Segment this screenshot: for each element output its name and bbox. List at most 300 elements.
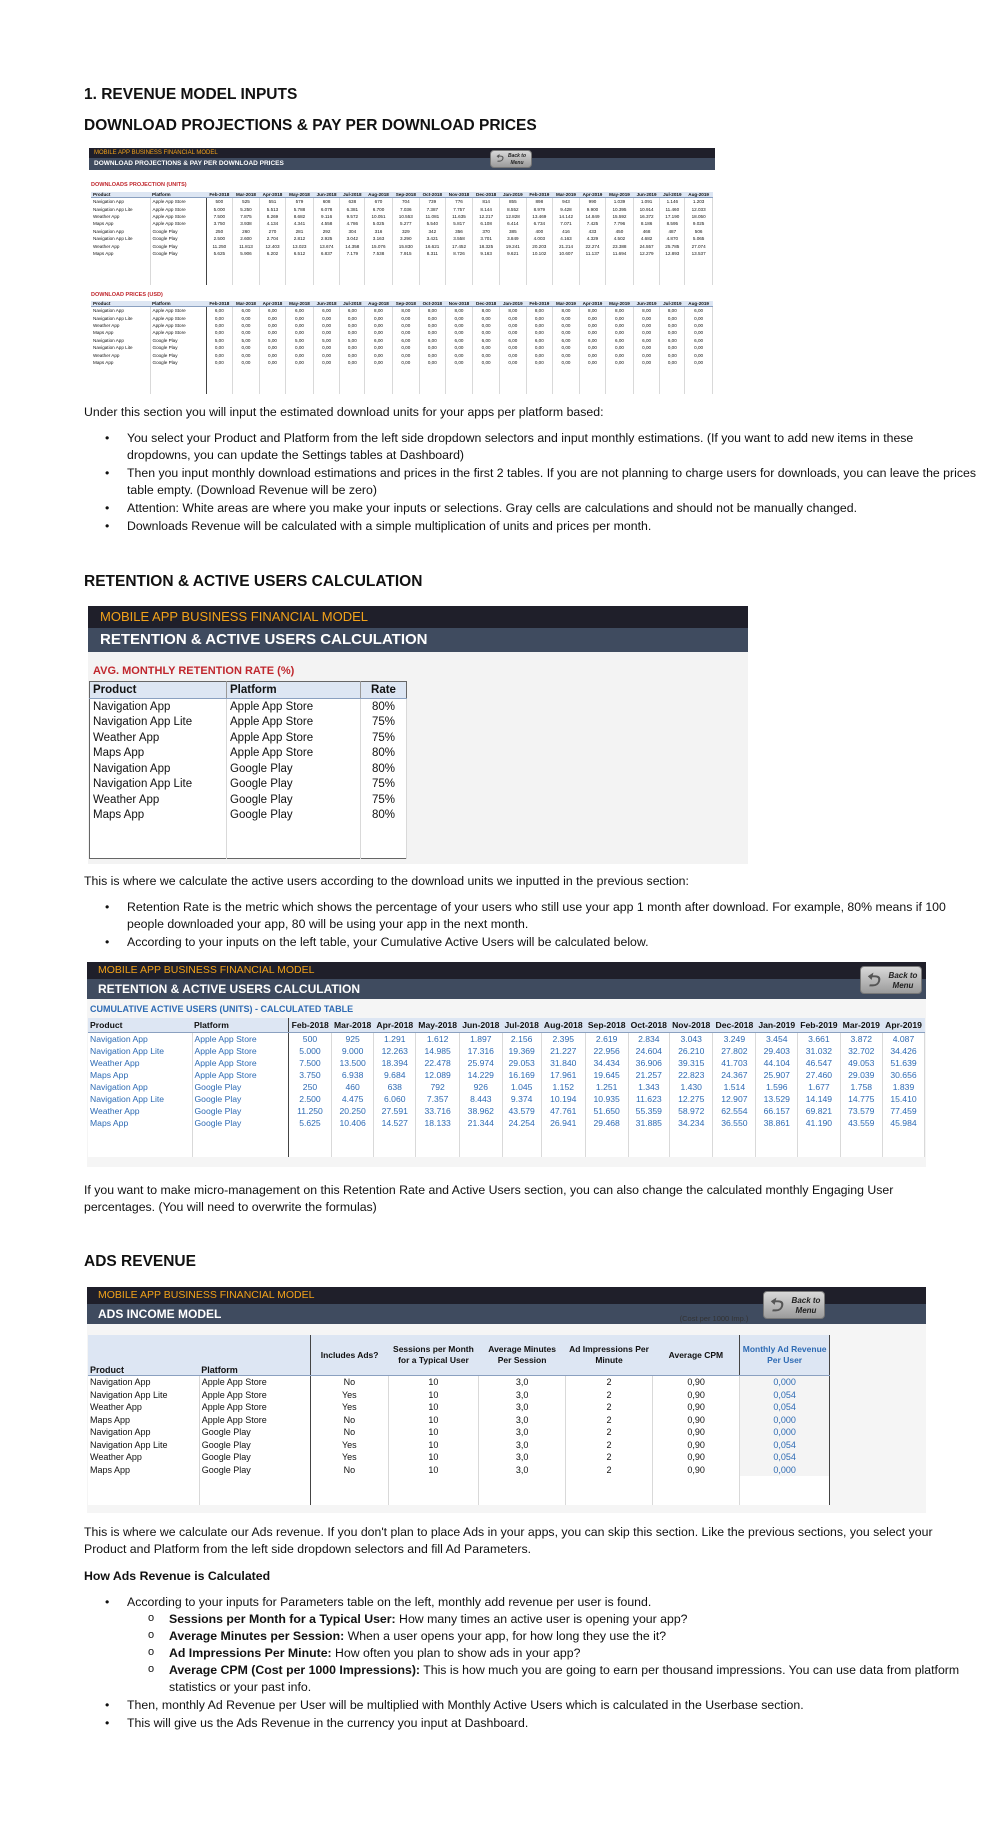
empty-cell	[313, 257, 340, 266]
cell-value: 0,00	[392, 329, 419, 336]
cell-platform: Apple App Store	[150, 205, 206, 212]
empty-cell	[502, 1129, 541, 1143]
cell-value: 6.414	[500, 220, 526, 227]
cell-value: 6,00	[340, 307, 365, 315]
empty-cell	[150, 376, 206, 385]
cell-platform: Google Play	[192, 1117, 289, 1129]
cell-product: Navigation App	[88, 1081, 192, 1093]
cell-value: 6.734	[526, 220, 553, 227]
empty-cell	[500, 276, 526, 285]
cell-platform: Apple App Store	[199, 1389, 310, 1402]
col-header-param: Ad Impressions Per Minute	[565, 1335, 652, 1376]
cell-value: 6,00	[685, 337, 713, 344]
cell-value: 12.263	[374, 1045, 416, 1057]
cell-value: 5.000	[289, 1045, 332, 1057]
cell-value: 416	[553, 228, 580, 235]
cell-value: 0,00	[286, 329, 314, 336]
cell-platform: Google Play	[199, 1464, 310, 1477]
cell-platform: Apple App Store	[150, 213, 206, 220]
empty-cell	[392, 276, 419, 285]
cell-value: 5,00	[259, 337, 285, 344]
cell-value: 6.078	[313, 205, 340, 212]
table-row	[91, 359, 713, 366]
cell-value: 6,00	[553, 337, 580, 344]
cell-value: 7.387	[419, 205, 445, 212]
cell-value: 356	[445, 228, 472, 235]
empty-cell	[840, 1129, 882, 1143]
cell-product: Navigation App Lite	[90, 715, 227, 731]
cell-value: 2.156	[502, 1033, 541, 1046]
table-row	[91, 307, 713, 315]
cell-value: 12.275	[670, 1093, 713, 1105]
cell-value: 814	[473, 198, 500, 206]
cell-value: 30.656	[883, 1069, 925, 1081]
cell-value: 10	[388, 1451, 479, 1464]
empty-cell	[206, 366, 233, 375]
cell-product: Weather App	[91, 322, 150, 329]
empty-cell	[685, 376, 713, 385]
col-header-month: Nov-2018	[445, 301, 472, 307]
empty-cell	[233, 276, 260, 285]
cell-value: 10.102	[526, 250, 553, 257]
empty-cell	[340, 385, 365, 394]
cell-value: 21.257	[628, 1069, 669, 1081]
cell-platform: Apple App Store	[227, 746, 361, 762]
table-row	[91, 235, 713, 242]
cell-value: 7.500	[289, 1057, 332, 1069]
cell-product: Navigation App	[90, 761, 227, 777]
col-header-month: Feb-2019	[798, 1018, 840, 1033]
table-row	[88, 1439, 830, 1452]
empty-row	[91, 366, 713, 375]
cell-value: 855	[500, 198, 526, 206]
cell-value: 3.042	[340, 235, 365, 242]
table-row	[91, 220, 713, 227]
table-row	[91, 228, 713, 235]
cell-value: 8,00	[526, 307, 553, 315]
empty-cell	[361, 841, 407, 859]
empty-cell	[670, 1129, 713, 1143]
cell-value: 0,00	[340, 344, 365, 351]
retention-bullet: • According to your inputs on the left table, your Cumulative Active Users will be calculated below.	[127, 934, 977, 951]
empty-cell	[313, 276, 340, 285]
empty-cell	[331, 1129, 373, 1143]
cell-value: 0,00	[365, 322, 393, 329]
cell-value: 3,0	[479, 1401, 566, 1414]
cell-platform: Google Play	[192, 1105, 289, 1117]
table-row	[90, 746, 407, 762]
empty-cell	[259, 257, 285, 266]
empty-cell	[685, 366, 713, 375]
cell-value: 36.550	[713, 1117, 756, 1129]
empty-cell	[365, 267, 393, 276]
cell-value: 6.060	[374, 1093, 416, 1105]
cell-value: Yes	[311, 1389, 388, 1402]
cell-platform: Apple App Store	[150, 307, 206, 315]
cell-value: 0,00	[500, 314, 526, 321]
empty-cell	[526, 376, 553, 385]
cell-value: 6.700	[365, 205, 393, 212]
cell-value: 3.750	[206, 220, 233, 227]
cell-value: 0,90	[653, 1401, 740, 1414]
cell-value: 10.935	[585, 1093, 628, 1105]
empty-cell	[526, 366, 553, 375]
empty-cell	[660, 385, 685, 394]
table-row	[91, 344, 713, 351]
cell-value: 3.290	[392, 235, 419, 242]
empty-cell	[445, 385, 472, 394]
cell-value: 3,0	[479, 1439, 566, 1452]
cell-value: 0,00	[579, 314, 605, 321]
back-to-menu-button[interactable]	[860, 966, 922, 994]
cell-value: 7.796	[606, 220, 634, 227]
cell-value: 3.421	[419, 235, 445, 242]
col-header-month: Aug-2018	[365, 192, 393, 198]
retention-bullet: • Retention Rate is the metric which shows the percentage of your users who still use your app 1 month after download. For example, 80% means if 100 people downloaded your app, 80 will be using your app in the next month.	[127, 899, 977, 933]
cell-value: 0,00	[419, 329, 445, 336]
empty-cell	[365, 257, 393, 266]
cell-value: 22.274	[579, 242, 605, 249]
cell-platform: Google Play	[150, 242, 206, 249]
empty-cell	[419, 376, 445, 385]
col-header-month: Jan-2019	[500, 301, 526, 307]
downloads-projection-title: DOWNLOADS PROJECTION (UNITS)	[91, 182, 187, 188]
cell-value: 0,00	[445, 314, 472, 321]
cell-value: 638	[374, 1081, 416, 1093]
empty-cell	[606, 257, 634, 266]
cell-value: 11.623	[628, 1093, 669, 1105]
cell-value: 0,00	[392, 344, 419, 351]
cell-value: 5.250	[233, 205, 260, 212]
cell-value: 990	[579, 198, 605, 206]
cell-value: 2.600	[233, 235, 260, 242]
cell-value: 27.460	[798, 1069, 840, 1081]
cell-value: 0,00	[259, 344, 285, 351]
col-header-month: May-2018	[416, 1018, 460, 1033]
cell-value: 9.163	[473, 250, 500, 257]
cell-value: 43.559	[840, 1117, 882, 1129]
cell-value: 12.279	[633, 250, 660, 257]
empty-cell	[633, 376, 660, 385]
col-header-month: Mar-2019	[840, 1018, 882, 1033]
empty-cell	[500, 267, 526, 276]
cell-platform: Apple App Store	[192, 1057, 289, 1069]
cell-value: 0,00	[553, 359, 580, 366]
cell-value: 0,00	[633, 314, 660, 321]
cell-value: 10.395	[606, 205, 634, 212]
col-header-month: Apr-2018	[259, 192, 285, 198]
empty-cell	[473, 257, 500, 266]
cell-value: 0,00	[259, 314, 285, 321]
cell-value: 943	[553, 198, 580, 206]
cell-value: 6.381	[340, 205, 365, 212]
cell-value: 7.357	[416, 1093, 460, 1105]
cell-value: 7.071	[553, 220, 580, 227]
cell-value: 0,00	[633, 329, 660, 336]
retention-rate-table	[89, 681, 407, 859]
cell-value: 8,00	[419, 307, 445, 315]
empty-cell	[579, 276, 605, 285]
sub-bullet-text: How often you plan to show ads in your app?	[331, 1646, 581, 1660]
cell-value: 20.250	[331, 1105, 373, 1117]
col-header-month: Jan-2019	[500, 192, 526, 198]
cell-product: Navigation App Lite	[88, 1093, 192, 1105]
cell-value: 670	[365, 198, 393, 206]
cell-value: 10	[388, 1401, 479, 1414]
cell-value: 6,00	[233, 307, 260, 315]
empty-cell	[660, 376, 685, 385]
cell-value: 2.500	[206, 235, 233, 242]
cell-value: 4.502	[606, 235, 634, 242]
retention-intro-text: This is where we calculate the active users according to the download units we inputted in the previous section:	[84, 874, 689, 888]
cell-value: 0,00	[445, 322, 472, 329]
cell-value: 11.137	[579, 250, 605, 257]
cell-value: 2.500	[289, 1093, 332, 1105]
cell-platform: Apple App Store	[150, 329, 206, 336]
cell-value: 8.269	[259, 213, 285, 220]
back-to-menu-button[interactable]	[763, 1291, 825, 1319]
empty-cell	[633, 257, 660, 266]
table-row	[88, 1093, 925, 1105]
cell-value: 62.554	[713, 1105, 756, 1117]
cell-platform: Google Play	[150, 228, 206, 235]
col-header-month: Apr-2019	[579, 301, 605, 307]
col-header-param: Average Minutes Per Session	[479, 1335, 566, 1376]
cell-product: Navigation App	[90, 699, 227, 715]
cell-value: 24.604	[628, 1045, 669, 1057]
cell-value: 0,00	[392, 322, 419, 329]
cell-value: 8.311	[419, 250, 445, 257]
cell-product: Navigation App	[91, 337, 150, 344]
cell-value: 0,00	[313, 322, 340, 329]
empty-cell	[392, 376, 419, 385]
empty-cell	[553, 276, 580, 285]
table-row	[91, 213, 713, 220]
cell-value: 3.249	[713, 1033, 756, 1046]
cell-product: Navigation App	[88, 1376, 199, 1389]
cell-value: 8,00	[365, 307, 393, 315]
cell-value: 281	[286, 228, 314, 235]
cell-value: 31.840	[541, 1057, 585, 1069]
empty-cell	[633, 267, 660, 276]
empty-cell	[199, 1491, 310, 1506]
cell-value: 3.938	[233, 220, 260, 227]
cell-value: 0,00	[473, 351, 500, 358]
cell-value: 24.557	[633, 242, 660, 249]
col-header-month: Aug-2019	[685, 192, 713, 198]
empty-cell	[392, 385, 419, 394]
cell-value: 370	[473, 228, 500, 235]
cell-value: 0,00	[606, 329, 634, 336]
empty-cell	[416, 1129, 460, 1143]
cell-value: 6,00	[660, 337, 685, 344]
cell-value: 342	[419, 228, 445, 235]
empty-cell	[883, 1143, 925, 1157]
empty-cell	[150, 257, 206, 266]
empty-cell	[473, 366, 500, 375]
cell-value: 10.406	[331, 1117, 373, 1129]
empty-cell	[233, 267, 260, 276]
cell-value: 0,00	[233, 351, 260, 358]
cell-value: 9.025	[685, 220, 713, 227]
col-header-platform: Platform	[227, 682, 361, 699]
empty-cell	[331, 1143, 373, 1157]
sub-bullet-key: Ad Impressions Per Minute:	[169, 1646, 332, 1660]
cell-product: Weather App	[88, 1057, 192, 1069]
cell-value: 0,00	[606, 359, 634, 366]
empty-cell	[374, 1129, 416, 1143]
cell-value: 1.343	[628, 1081, 669, 1093]
cell-value: 14.229	[460, 1069, 502, 1081]
cell-value: 27.074	[685, 242, 713, 249]
table-row	[88, 1451, 830, 1464]
cell-value: 0,00	[633, 359, 660, 366]
cell-value: 0,00	[340, 329, 365, 336]
cell-product: Weather App	[90, 792, 227, 808]
cell-value: 7.179	[340, 250, 365, 257]
empty-cell	[365, 276, 393, 285]
back-to-menu-button[interactable]	[490, 150, 532, 168]
cell-value: 20.203	[526, 242, 553, 249]
cell-value: 1.291	[374, 1033, 416, 1046]
empty-cell	[416, 1143, 460, 1157]
cell-value: 0,00	[660, 351, 685, 358]
cell-value: 4.475	[331, 1093, 373, 1105]
ads-bullet-text: According to your inputs for Parameters table on the left, monthly add revenue per user is found.	[127, 1595, 652, 1609]
cell-value: 5,00	[233, 337, 260, 344]
cell-value: 29.053	[502, 1057, 541, 1069]
empty-cell	[206, 257, 233, 266]
cell-value: 4.329	[579, 235, 605, 242]
cell-value: 14.358	[340, 242, 365, 249]
cell-platform: Apple App Store	[150, 322, 206, 329]
cell-value: 11.635	[445, 213, 472, 220]
cell-value: 47.761	[541, 1105, 585, 1117]
cell-value: 9.684	[374, 1069, 416, 1081]
cell-value: 12.089	[416, 1069, 460, 1081]
cell-value: 5.625	[206, 250, 233, 257]
table-row	[91, 205, 713, 212]
empty-cell	[628, 1143, 669, 1157]
cell-value: No	[311, 1426, 388, 1439]
cell-value: 0,00	[660, 322, 685, 329]
cell-value: 400	[526, 228, 553, 235]
table-row	[91, 329, 713, 336]
cell-value: 6,00	[206, 307, 233, 315]
cell-value: 0,054	[740, 1389, 830, 1402]
cell-value: 608	[313, 198, 340, 206]
col-header-product: Product	[88, 1018, 192, 1033]
col-header-month: Apr-2019	[579, 192, 605, 198]
empty-cell	[91, 376, 150, 385]
empty-cell	[653, 1491, 740, 1506]
col-header-month: Mar-2018	[233, 192, 260, 198]
cell-product: Navigation App Lite	[88, 1439, 199, 1452]
cell-product: Weather App	[88, 1105, 192, 1117]
retention-bullets	[84, 899, 977, 952]
empty-cell	[340, 267, 365, 276]
cell-value: 25.785	[660, 242, 685, 249]
cell-value: 0,00	[473, 344, 500, 351]
sub-bullet-key: Average CPM (Cost per 1000 Impressions):	[169, 1663, 421, 1677]
cell-value: 6,00	[365, 337, 393, 344]
cell-value: 0,00	[579, 322, 605, 329]
cell-product: Weather App	[91, 351, 150, 358]
cell-value: 0,00	[419, 344, 445, 351]
empty-cell	[233, 376, 260, 385]
cell-value: 6.512	[286, 250, 314, 257]
cell-value: 1.045	[502, 1081, 541, 1093]
table-row	[90, 777, 407, 793]
table-row	[91, 314, 713, 321]
empty-cell	[585, 1129, 628, 1143]
cell-value: 21.344	[460, 1117, 502, 1129]
cell-value: 0,00	[340, 322, 365, 329]
cell-value: 8,00	[473, 307, 500, 315]
cell-value: 4.003	[526, 235, 553, 242]
cell-value: 0,000	[740, 1426, 830, 1439]
cell-value: 0,00	[685, 322, 713, 329]
cell-value: 19.241	[500, 242, 526, 249]
empty-cell	[91, 276, 150, 285]
cell-value: 24.254	[502, 1117, 541, 1129]
cell-value: 0,00	[553, 322, 580, 329]
col-header-month: Dec-2018	[473, 192, 500, 198]
empty-cell	[311, 1491, 388, 1506]
empty-cell	[633, 385, 660, 394]
empty-cell	[90, 823, 227, 841]
cell-value: 0,00	[579, 359, 605, 366]
table-row	[88, 1081, 925, 1093]
cell-value: 34.234	[670, 1117, 713, 1129]
cell-value: 10	[388, 1376, 479, 1389]
cell-value: Yes	[311, 1451, 388, 1464]
cell-value: 27.802	[713, 1045, 756, 1057]
cell-value: 3.163	[365, 235, 393, 242]
cumulative-users-table	[88, 1018, 925, 1157]
cell-value: 41.190	[798, 1117, 840, 1129]
cell-value: 8,00	[579, 307, 605, 315]
cell-value: 0,00	[685, 359, 713, 366]
cell-value: 4.786	[340, 220, 365, 227]
empty-cell	[445, 376, 472, 385]
heading-download-projections: DOWNLOAD PROJECTIONS & PAY PER DOWNLOAD PRICES	[84, 117, 537, 134]
empty-cell	[150, 366, 206, 375]
cell-value: 25.907	[756, 1069, 798, 1081]
cell-value: 0,054	[740, 1401, 830, 1414]
downloads-bullet: • Then you input monthly download estimations and prices in the first 2 tables. If you are not planning to charge users for downloads, you can leave the prices table empty. (Download Revenue will be zero)	[127, 465, 977, 499]
cell-rate: 80%	[361, 699, 407, 715]
cell-value: 38.962	[460, 1105, 502, 1117]
empty-cell	[606, 276, 634, 285]
col-header-platform: Platform	[192, 1018, 289, 1033]
empty-cell	[756, 1129, 798, 1143]
cell-platform: Apple App Store	[199, 1414, 310, 1427]
cell-rate: 75%	[361, 777, 407, 793]
cell-value: 2	[565, 1414, 652, 1427]
cell-value: 6,00	[473, 337, 500, 344]
cell-value: 2	[565, 1426, 652, 1439]
empty-cell	[388, 1476, 479, 1491]
cell-product: Navigation App Lite	[88, 1045, 192, 1057]
cell-value: 6.938	[331, 1069, 373, 1081]
empty-row	[88, 1491, 830, 1506]
empty-cell	[192, 1129, 289, 1143]
table-row	[91, 337, 713, 344]
cell-value: 0,00	[500, 329, 526, 336]
cell-platform: Google Play	[150, 351, 206, 358]
cumulative-users-title: CUMULATIVE ACTIVE USERS (UNITS) - CALCULATED TABLE	[90, 1004, 354, 1014]
